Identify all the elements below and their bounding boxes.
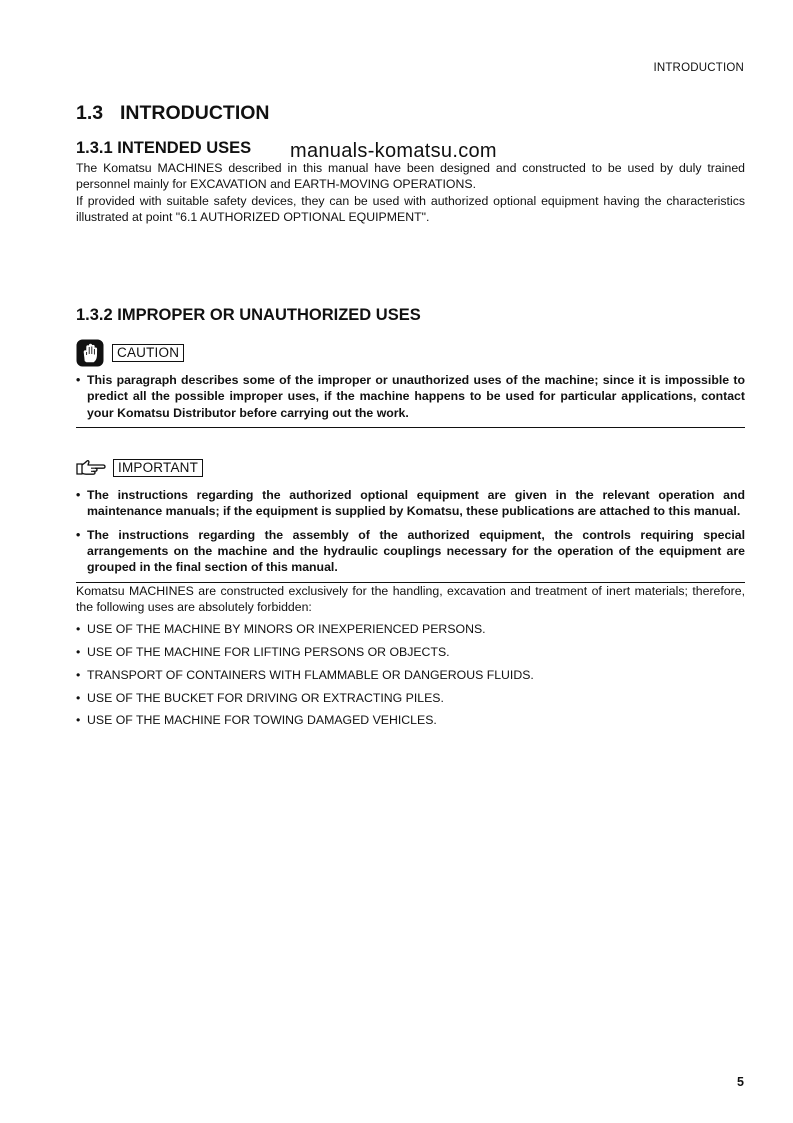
running-header: INTRODUCTION — [653, 62, 744, 74]
caution-list — [76, 372, 745, 421]
intended-uses-paragraph: The Komatsu MACHINES described in this manual have been designed and constructed to be used by duly trained personnel mainly for EXCAVATION and EARTH-MOVING OPERATIONS. — [76, 161, 745, 192]
page-number: 5 — [737, 1075, 744, 1089]
forbidden-item: • USE OF THE MACHINE FOR TOWING DAMAGED VEHICLES. — [76, 712, 745, 728]
improper-uses-heading: 1.3.2 IMPROPER OR UNAUTHORIZED USES — [76, 306, 421, 325]
section-number: 1.3 — [76, 102, 104, 124]
forbidden-list — [76, 621, 745, 728]
pointing-hand-icon — [76, 459, 106, 477]
section-title-text: INTRODUCTION — [120, 102, 270, 124]
caution-label: CAUTION — [112, 344, 184, 362]
caution-hand-icon — [76, 339, 104, 367]
important-notice-header — [76, 453, 745, 483]
forbidden-intro: Komatsu MACHINES are constructed exclusively for the handling, excavation and treatment of inert materials; therefore, the following uses are absolutely forbidden: — [76, 583, 745, 614]
important-item: • The instructions regarding the assembly of the authorized equipment, the controls requiring special arrangements on the machine and the hydraulic couplings necessary for the operation of the equipment are grouped in the final section of this manual. — [76, 527, 745, 576]
caution-notice-header — [76, 338, 745, 368]
important-label: IMPORTANT — [113, 459, 203, 477]
page-content — [76, 98, 745, 729]
intended-uses-heading: 1.3.1 INTENDED USES — [76, 139, 252, 157]
important-list — [76, 487, 745, 575]
forbidden-item: • USE OF THE MACHINE FOR LIFTING PERSONS OR OBJECTS. — [76, 644, 745, 660]
section-title — [76, 98, 745, 128]
intended-uses-paragraph: If provided with suitable safety devices, they can be used with authorized optional equipment having the characteristics illustrated at point "6.1 AUTHORIZED OPTIONAL EQUIPMENT". — [76, 193, 745, 224]
forbidden-item: • TRANSPORT OF CONTAINERS WITH FLAMMABLE OR DANGEROUS FLUIDS. — [76, 667, 745, 683]
forbidden-item: • USE OF THE MACHINE BY MINORS OR INEXPERIENCED PERSONS. — [76, 621, 745, 637]
watermark: manuals-komatsu.com — [290, 140, 497, 162]
important-item: • The instructions regarding the authorized optional equipment are given in the relevant operation and maintenance manuals; if the equipment is supplied by Komatsu, these publications are attached to this manual. — [76, 487, 745, 520]
forbidden-item: • USE OF THE BUCKET FOR DRIVING OR EXTRACTING PILES. — [76, 690, 745, 706]
improper-uses-section — [76, 303, 745, 728]
caution-item: • This paragraph describes some of the improper or unauthorized uses of the machine; since it is impossible to predict all the possible improper uses, if the machine happens to be used for particular applications, contact your Komatsu Distributor before carrying out the work. — [76, 372, 745, 421]
intended-uses-section — [76, 136, 745, 225]
caution-divider — [76, 427, 745, 428]
